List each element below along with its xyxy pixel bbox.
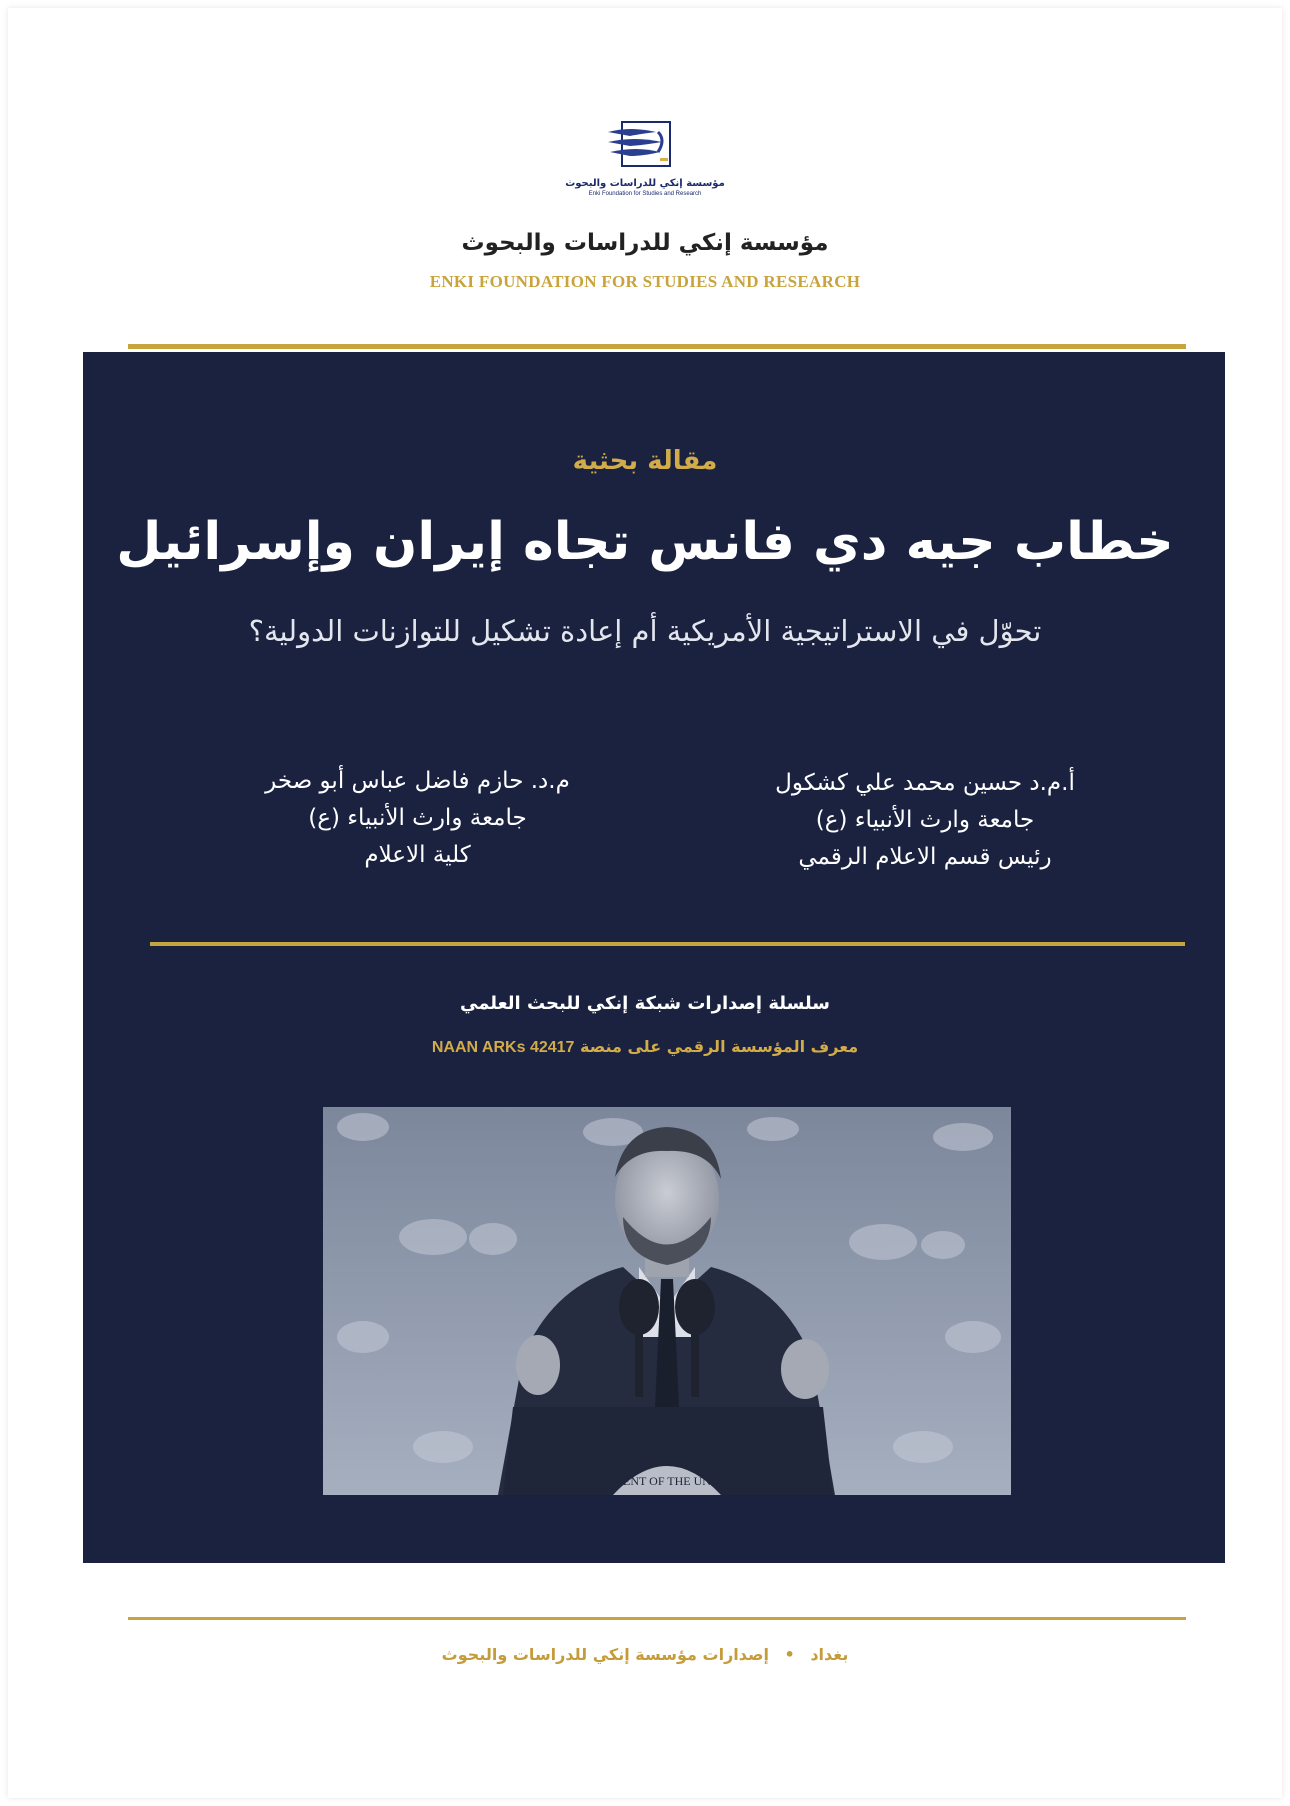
author-2-role: كلية الاعلام (364, 842, 471, 868)
article-title: خطاب جيه دي فانس تجاه إيران وإسرائيل (116, 512, 1174, 572)
logo-caption-en: Enki Foundation for Studies and Research (588, 191, 702, 197)
enki-logo-icon (600, 118, 690, 178)
author-1-role: رئيس قسم الاعلام الرقمي (798, 844, 1052, 870)
author-2-name: م.د. حازم فاضل عباس أبو صخر (265, 768, 570, 794)
footer-publisher: إصدارات مؤسسة إنكي للدراسات والبحوث (441, 1645, 769, 1664)
author-1-affiliation: جامعة وارث الأنبياء (ع) (815, 807, 1035, 833)
bullet-icon: • (784, 1645, 795, 1664)
footer (0, 1645, 1290, 1664)
ark-value: NAAN ARKs 42417 (431, 1039, 575, 1056)
footer-city: بغداد (810, 1645, 849, 1664)
ark-label: معرف المؤسسة الرقمي على منصة (580, 1037, 859, 1056)
author-2-affiliation: جامعة وارث الأنبياء (ع) (308, 805, 527, 831)
author-2 (245, 763, 590, 874)
ark-identifier (0, 1037, 1290, 1057)
cover-photo (323, 1107, 1011, 1495)
series-title: سلسلة إصدارات شبكة إنكي للبحث العلمي (460, 993, 830, 1014)
article-subtitle: تحوّل في الاستراتيجية الأمريكية أم إعادة تشكيل للتوازنات الدولية؟ (248, 614, 1042, 648)
foundation-logo (0, 118, 1290, 197)
gold-divider-bottom (128, 1617, 1186, 1620)
article-kicker: مقالة بحثية (572, 446, 718, 476)
org-name-arabic: مؤسسة إنكي للدراسات والبحوث (461, 230, 829, 256)
gold-divider-top (128, 344, 1186, 349)
podium-seal-text: ENT OF THE UN (623, 1474, 711, 1488)
org-name-english: ENKI FOUNDATION FOR STUDIES AND RESEARCH (429, 272, 861, 291)
author-1 (760, 765, 1090, 876)
logo-caption-ar: مؤسسة إنكي للدراسات والبحوث (565, 178, 725, 189)
author-1-name: أ.م.د حسين محمد علي كشكول (775, 770, 1075, 796)
gold-divider-middle (150, 942, 1185, 946)
speaker-photo (323, 1107, 1011, 1495)
